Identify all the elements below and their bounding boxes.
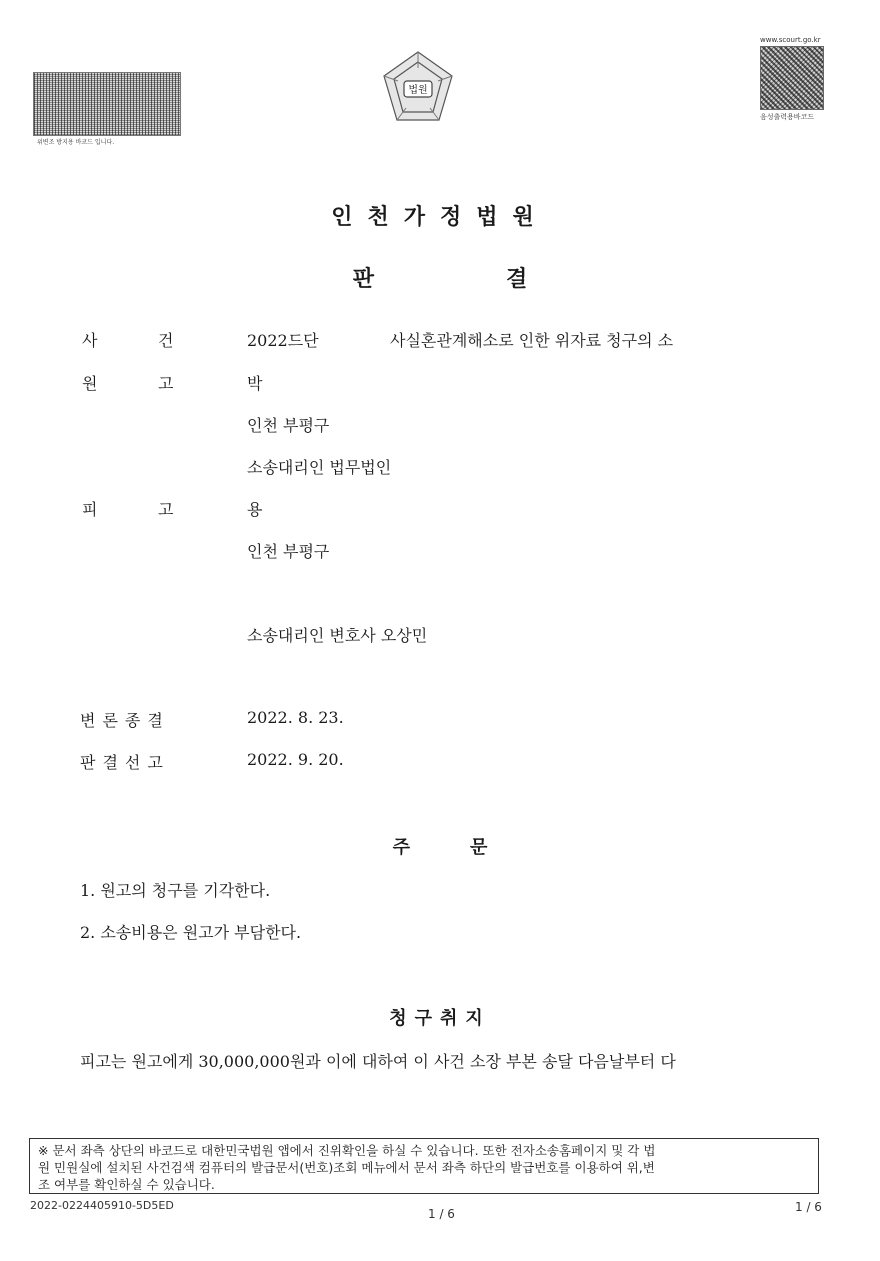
doc-title (0, 262, 880, 293)
closing-label: 변론종결 (80, 711, 170, 730)
notice-line-3: 조 여부를 확인하실 수 있습니다. (38, 1177, 215, 1192)
anti-forgery-barcode (33, 72, 181, 136)
defendant-address: 인천 부평구 (247, 542, 330, 561)
order-item-1: 1. 원고의 청구를 기각한다. (80, 881, 271, 900)
claim-title: 청구취지 (389, 1008, 491, 1029)
issue-number: 2022-0224405910-5D5ED (30, 1199, 174, 1212)
case-label-b: 건 (158, 331, 174, 350)
ruling-label: 판결선고 (80, 753, 170, 772)
order-item-2: 2. 소송비용은 원고가 부담한다. (80, 923, 302, 942)
plaintiff-label-b: 고 (158, 374, 174, 393)
plaintiff-label-a: 원 (82, 374, 98, 393)
defendant-label-b: 고 (158, 500, 174, 519)
verification-notice (29, 1138, 819, 1194)
defendant-name: 용 (247, 500, 263, 519)
closing-date: 2022. 8. 23. (247, 708, 344, 727)
case-label-a: 사 (82, 331, 98, 350)
case-number: 2022드단 (247, 331, 319, 350)
order-title-char-2: 문 (470, 837, 488, 858)
court-name: 인천가정법원 (331, 204, 549, 230)
ruling-date: 2022. 9. 20. (247, 750, 344, 769)
court-emblem-icon (378, 48, 458, 128)
emblem-text: 법원 (408, 85, 428, 96)
doc-title-char-1: 판 (352, 266, 374, 292)
doc-title-char-2: 결 (506, 266, 528, 292)
defendant-representative: 소송대리인 변호사 오상민 (247, 626, 428, 645)
qr-url: www.scourt.go.kr (760, 36, 821, 44)
defendant-label-a: 피 (82, 500, 98, 519)
claim-text: 피고는 원고에게 30,000,000원과 이에 대하여 이 사건 소장 부본 송달 다음날부터 다 (80, 1052, 676, 1071)
order-title-char-1: 주 (392, 837, 410, 858)
notice-line-2: 원 민원실에 설치된 사건검색 컴퓨터의 발급문서(번호)조회 메뉴에서 문서 좌측 하단의 발급번호를 이용하여 위,변 (38, 1160, 655, 1175)
plaintiff-representative: 소송대리인 법무법인 (247, 458, 392, 477)
qr-caption: 음성출력용바코드 (760, 113, 815, 121)
case-title: 사실혼관계해소로 인한 위자료 청구의 소 (390, 331, 674, 350)
page-number-center: 1 / 6 (428, 1207, 455, 1221)
plaintiff-address: 인천 부평구 (247, 416, 330, 435)
barcode-caption: 위변조 방지용 바코드 입니다. (37, 139, 115, 146)
voice-output-barcode (760, 46, 824, 110)
order-title (0, 833, 880, 859)
notice-line-1: ※ 문서 좌측 상단의 바코드로 대한민국법원 앱에서 진위확인을 하실 수 있습니다. 또한 전자소송홈페이지 및 각 법 (38, 1143, 656, 1158)
page-number-right: 1 / 6 (795, 1200, 822, 1214)
plaintiff-name: 박 (247, 374, 263, 393)
